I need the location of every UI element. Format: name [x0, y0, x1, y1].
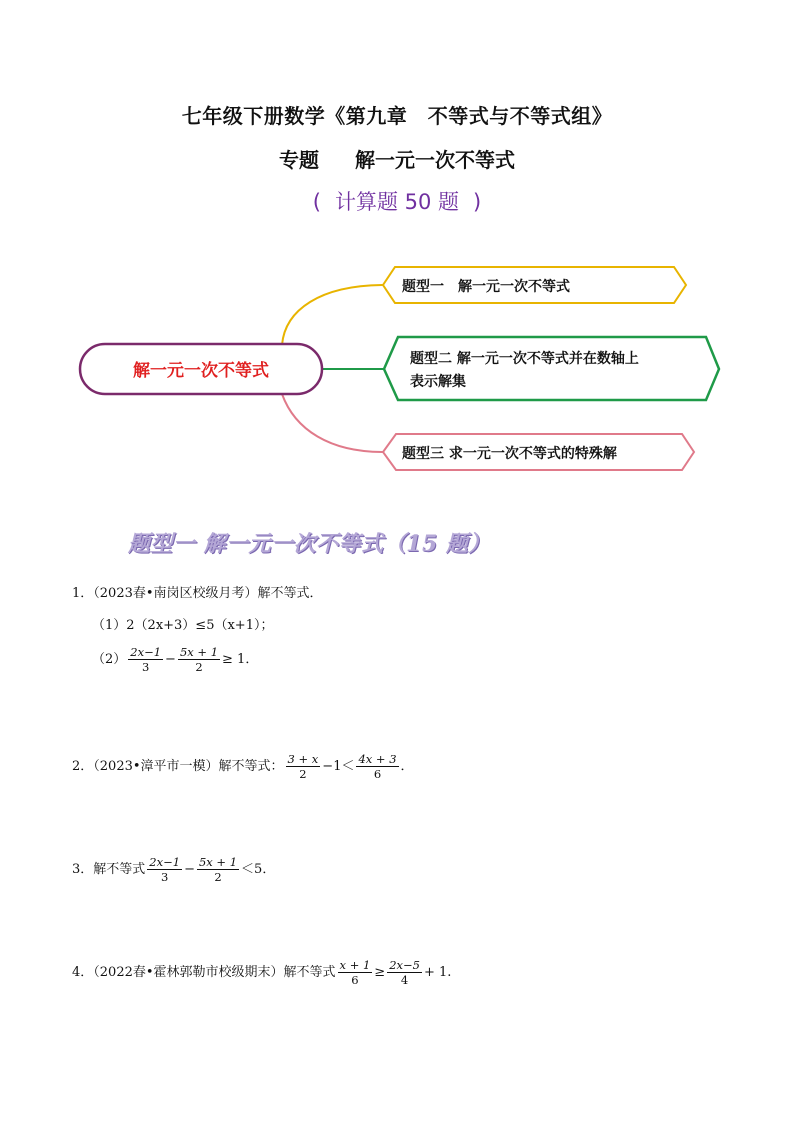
section-heading: 题型一 解一元一次不等式（15 题） — [128, 531, 491, 557]
question-4 — [72, 958, 451, 987]
subtitle-prefix: 专题 — [279, 148, 319, 172]
fraction-denominator: 3 — [142, 660, 150, 674]
question-4-source: （2022春•霍林郭勒市校级期末）解不等式 — [93, 965, 336, 980]
fraction-denominator: 2 — [214, 870, 222, 884]
branch2-label-line1: 题型二 解一元一次不等式并在数轴上 — [410, 351, 639, 367]
fraction — [197, 855, 239, 884]
fraction-denominator: 6 — [373, 767, 382, 781]
branch2-node — [384, 337, 719, 400]
fraction-numerator: 2x−1 — [130, 645, 162, 659]
fraction-numerator: 5x + 1 — [179, 645, 219, 659]
fraction-numerator: 2x−5 — [389, 958, 420, 972]
inequality-rhs: ＜5． — [241, 862, 276, 877]
ge-sign: ≥ — [374, 965, 386, 980]
question-count — [0, 186, 794, 216]
question-2-source: （2023•漳平市一模）解不等式： — [93, 759, 284, 774]
branch3-label: 题型三 求一元一次不等式的特殊解 — [402, 446, 617, 462]
page-subtitle — [0, 144, 794, 173]
question-1-number: 1． — [72, 586, 94, 601]
fraction — [338, 958, 373, 987]
fraction — [356, 752, 398, 781]
mind-map — [0, 250, 794, 490]
fraction — [147, 855, 182, 884]
fraction — [128, 645, 163, 674]
question-1 — [72, 585, 323, 603]
fraction-denominator: 2 — [195, 660, 203, 674]
inequality-rhs: + 1. — [423, 965, 452, 980]
question-3-source: 解不等式 — [93, 862, 146, 877]
fraction-denominator: 6 — [351, 973, 359, 987]
inequality-mid: −1＜ — [322, 759, 355, 774]
fraction-numerator: 3 + x — [287, 752, 319, 766]
fraction-denominator: 4 — [400, 973, 409, 987]
question-2-number: 2． — [72, 759, 94, 774]
question-4-number: 4． — [72, 965, 94, 980]
sentence-end: ． — [400, 759, 414, 774]
fraction-numerator: x + 1 — [339, 958, 371, 972]
question-1-source: （2023春•南岗区校级月考）解不等式． — [93, 586, 323, 601]
question-count-text: 计算题 50 题 — [334, 190, 460, 214]
branch1-label: 题型一 解一元一次不等式 — [402, 279, 570, 295]
question-1-part2 — [92, 645, 258, 674]
paren-close: ) — [473, 190, 482, 214]
fraction-denominator: 2 — [299, 767, 307, 781]
question-1-part2-label: （2） — [92, 652, 127, 667]
inequality-rhs: ≥ 1． — [222, 652, 259, 667]
fraction — [286, 752, 321, 781]
paren-open: ( — [312, 190, 321, 214]
question-2 — [72, 752, 414, 781]
page-title: 七年级下册数学《第九章 不等式与不等式组》 — [181, 104, 613, 128]
question-3 — [72, 855, 275, 884]
root-label: 解一元一次不等式 — [133, 361, 269, 381]
question-3-number: 3． — [72, 862, 94, 877]
fraction — [178, 645, 220, 674]
connector-branch3 — [282, 394, 383, 452]
fraction-numerator: 5x + 1 — [198, 855, 238, 869]
branch2-label-line2: 表示解集 — [410, 374, 466, 390]
fraction — [387, 958, 422, 987]
connector-branch1 — [282, 285, 385, 345]
fraction-numerator: 4x + 3 — [358, 752, 397, 766]
subtitle-topic: 解一元一次不等式 — [355, 148, 515, 172]
minus-sign: − — [165, 652, 176, 667]
question-1-part1: （1）2（2x+3）≤5（x+1）； — [92, 618, 274, 633]
fraction-denominator: 3 — [161, 870, 169, 884]
minus-sign: − — [184, 862, 195, 877]
fraction-numerator: 2x−1 — [149, 855, 181, 869]
